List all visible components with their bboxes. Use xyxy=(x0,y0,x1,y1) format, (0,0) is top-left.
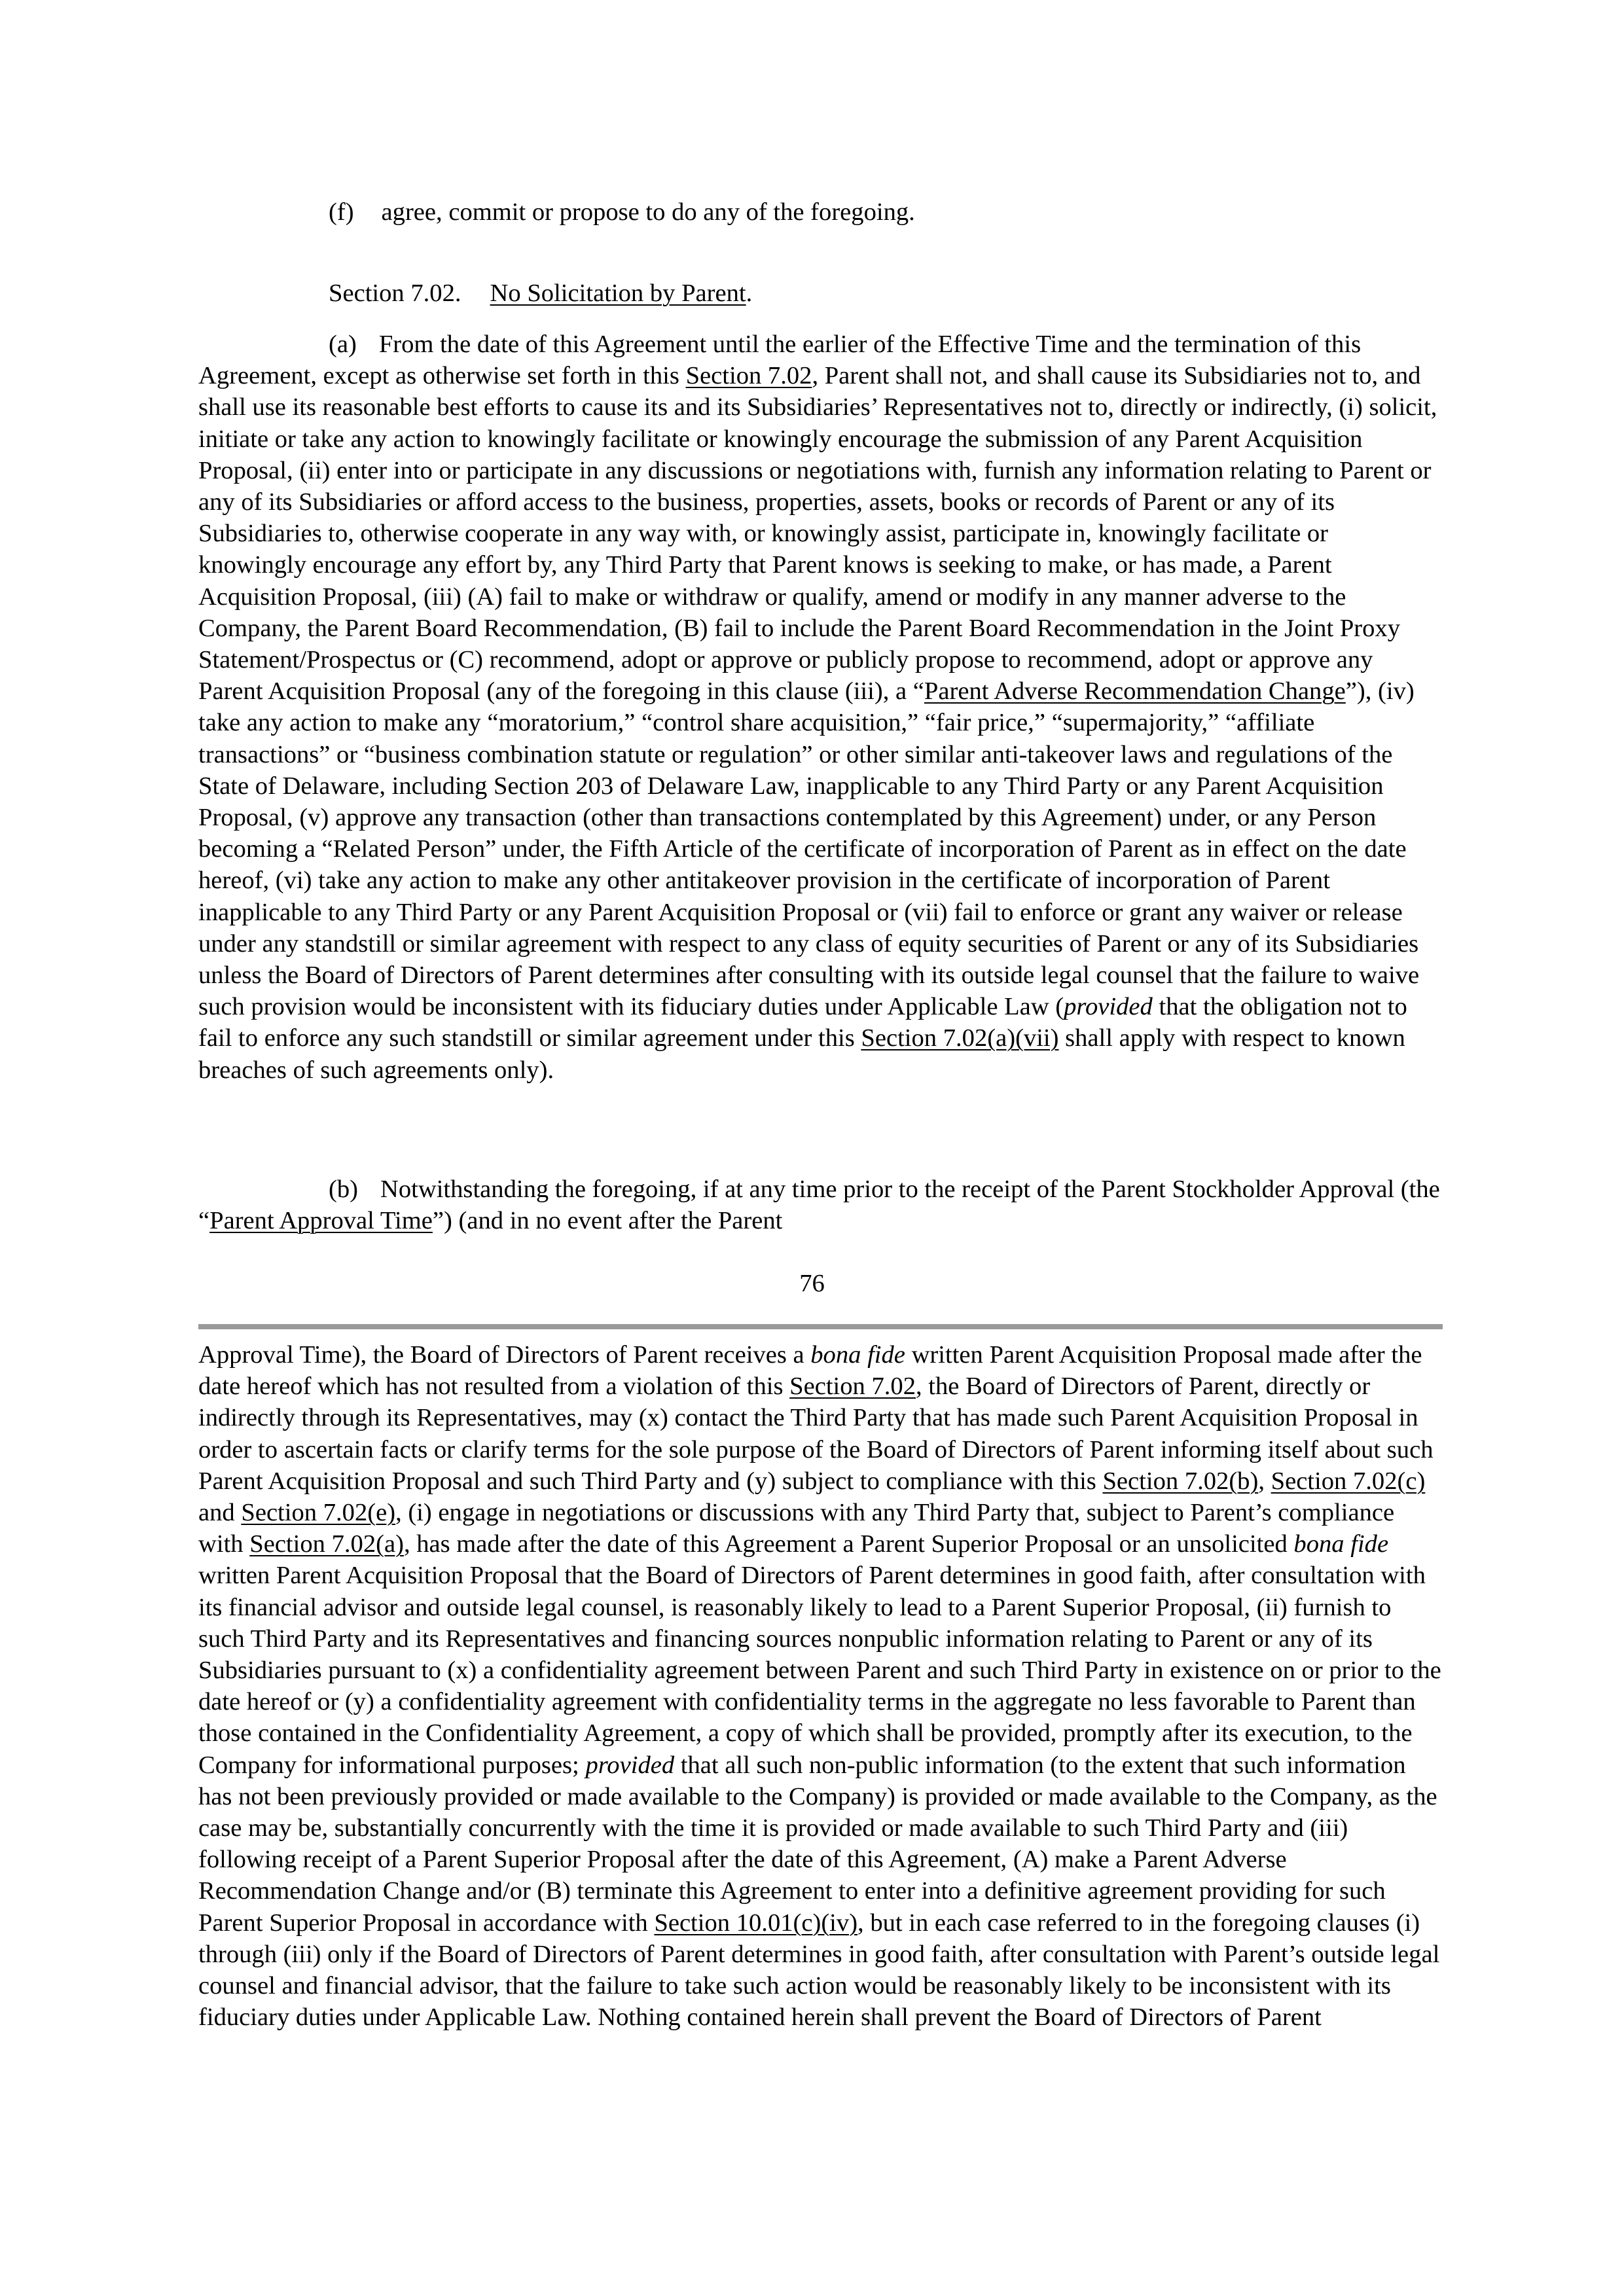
cross-reference: Section 7.02(c) xyxy=(1271,1467,1426,1495)
item-f xyxy=(329,196,1572,228)
italic-term: bona fide xyxy=(1293,1530,1389,1558)
cross-reference: Section 7.02 xyxy=(789,1372,916,1401)
section-title: No Solicitation by Parent xyxy=(490,279,746,307)
section-heading xyxy=(329,278,1572,309)
page-number: 76 xyxy=(799,1270,825,1297)
paragraph-text: written Parent Acquisition Proposal made after the date hereof which has not resulted from a violation of this xyxy=(198,1341,1422,1401)
paragraph-text: Approval Time), the Board of Directors of Parent receives a xyxy=(198,1341,811,1369)
paragraph-b-label: (b) xyxy=(329,1175,358,1203)
paragraph-text: , xyxy=(1258,1467,1271,1495)
defined-term: Parent Adverse Recommendation Change xyxy=(924,677,1346,706)
paragraph-continuation xyxy=(198,1339,1442,2033)
paragraph-text: and xyxy=(198,1499,242,1527)
italic-term: provided xyxy=(585,1751,675,1779)
italic-term: bona fide xyxy=(810,1341,905,1369)
paragraph-a-text: that the obligation not to fail to enforce any such standstill or similar agreement under this xyxy=(198,993,1407,1052)
paragraph-text: , the Board of Directors of Parent, directly or indirectly through its Representatives, may (x) contact the Third Party that has made such Parent Acquisition Proposal in order to ascertain facts or clarify terms for the sole purpose of the Board of Directors of Parent informing itself about such Parent Acquisition Proposal and such Third Party and (y) subject to compliance with this xyxy=(198,1372,1434,1495)
paragraph-a-label: (a) xyxy=(329,331,357,358)
paragraph-a-text: shall apply with respect to known breaches of such agreements only). xyxy=(198,1024,1405,1084)
paragraph-b-text: ”) (and in no event after the Parent xyxy=(432,1207,783,1235)
section-number: Section 7.02. xyxy=(329,279,461,307)
paragraph-a-text: ”), (iv) take any action to make any “moratorium,” “control share acquisition,” “fair price,” “supermajority,” “affiliate transactions” or “business combination statute or regulation” or other similar anti-takeover laws and regulations of the State of Delaware, including Section 203 of Delaware Law, inapplicable to any Third Party or any Parent Acquisition Proposal, (v) approve any transaction (other than transactions contemplated by this Agreement) under, or any Person becoming a “Related Person” under, the Fifth Article of the certificate of incorporation of Parent as in effect on the date hereof, (vi) take any action to make any other antitakeover provision in the certificate of incorporation of Parent inapplicable to any Third Party or any Parent Acquisition Proposal or (vii) fail to enforce or grant any waiver or release under any standstill or similar agreement with respect to any class of equity securities of Parent or any of its Subsidiaries unless the Board of Directors of Parent determines after consulting with its outside legal counsel that the failure to waive such provision would be inconsistent with its fiduciary duties under Applicable Law ( xyxy=(198,677,1420,1021)
paragraph-a-text: From the date of this Agreement until the earlier of the Effective Time and the termination of this Agreement, except as otherwise set forth in this xyxy=(198,331,1362,390)
cross-reference: Section 10.01(c)(iv) xyxy=(654,1909,858,1937)
paragraph-text: , has made after the date of this Agreement a Parent Superior Proposal or an unsolicited xyxy=(403,1530,1294,1558)
paragraph-text: , (i) engage in negotiations or discussions with any Third Party that, subject to Parent’s compliance with xyxy=(198,1499,1395,1558)
cross-reference: Section 7.02(e) xyxy=(241,1499,396,1527)
paragraph-b xyxy=(198,1174,1442,1236)
paragraph-text: written Parent Acquisition Proposal that the Board of Directors of Parent determines in good faith, after consultation with its financial advisor and outside legal counsel, is reasonably likely to lead to a Parent Superior Proposal, (ii) furnish to such Third Party and its Representatives and financing sources nonpublic information relating to Parent or any of its Subsidiaries pursuant to (x) a confidentiality agreement between Parent and such Third Party in existence on or prior to the date hereof or (y) a confidentiality agreement with confidentiality terms in the aggregate no less favorable to Parent than those contained in the Confidentiality Agreement, a copy of which shall be provided, promptly after its execution, to the Company for informational purposes; xyxy=(198,1562,1441,1779)
paragraph-text: that all such non-public information (to the extent that such information has not been previously provided or made available to the Company) is provided or made available to the Company, as the case may be, substantially concurrently with the time it is provided or made available to such Third Party and (iii) following receipt of a Parent Superior Proposal after the date of this Agreement, (A) make a Parent Adverse Recommendation Change and/or (B) terminate this Agreement to enter into a definitive agreement providing for such Parent Superior Proposal in accordance with xyxy=(198,1751,1437,1937)
page-break-divider xyxy=(198,1324,1443,1329)
item-f-label: (f) xyxy=(329,198,354,226)
paragraph-text: , but in each case referred to in the foregoing clauses (i) through (iii) only if the Board of Directors of Parent determines in good faith, after consultation with Parent’s outside legal counsel and financial advisor, that the failure to take such action would be reasonably likely to be inconsistent with its fiduciary duties under Applicable Law. Nothing contained herein shall prevent the Board of Directors of Parent xyxy=(198,1909,1440,2032)
defined-term: Parent Approval Time xyxy=(209,1207,433,1235)
paragraph-a xyxy=(198,329,1442,1086)
italic-term: provided xyxy=(1064,993,1153,1021)
cross-reference: Section 7.02(a) xyxy=(249,1530,404,1558)
section-title-suffix: . xyxy=(746,279,753,307)
paragraph-b-text: Notwithstanding the foregoing, if at any time prior to the receipt of the Parent Stockholder Approval (the “ xyxy=(198,1175,1440,1235)
cross-reference: Section 7.02(b) xyxy=(1102,1467,1259,1495)
paragraph-a-text: , Parent shall not, and shall cause its Subsidiaries not to, and shall use its reasonable best efforts to cause its and its Subsidiaries’ Representatives not to, directly or indirectly, (i) solicit, initiate or take any action to knowingly facilitate or knowingly encourage the submission of any Parent Acquisition Proposal, (ii) enter into or participate in any discussions or negotiations with, furnish any information relating to Parent or any of its Subsidiaries or afford access to the business, properties, assets, books or records of Parent or any of its Subsidiaries to, otherwise cooperate in any way with, or knowingly assist, participate in, knowingly facilitate or knowingly encourage any effort by, any Third Party that Parent knows is seeking to make, or has made, a Parent Acquisition Proposal, (iii) (A) fail to make or withdraw or qualify, amend or modify in any manner adverse to the Company, the Parent Board Recommendation, (B) fail to include the Parent Board Recommendation in the Joint Proxy Statement/Prospectus or (C) recommend, adopt or approve or publicly propose to recommend, adopt or approve any Parent Acquisition Proposal (any of the foregoing in this clause (iii), a “ xyxy=(198,362,1437,706)
cross-reference: Section 7.02 xyxy=(685,362,812,390)
cross-reference: Section 7.02(a)(vii) xyxy=(861,1024,1059,1052)
item-f-text: agree, commit or propose to do any of the foregoing. xyxy=(381,198,915,226)
